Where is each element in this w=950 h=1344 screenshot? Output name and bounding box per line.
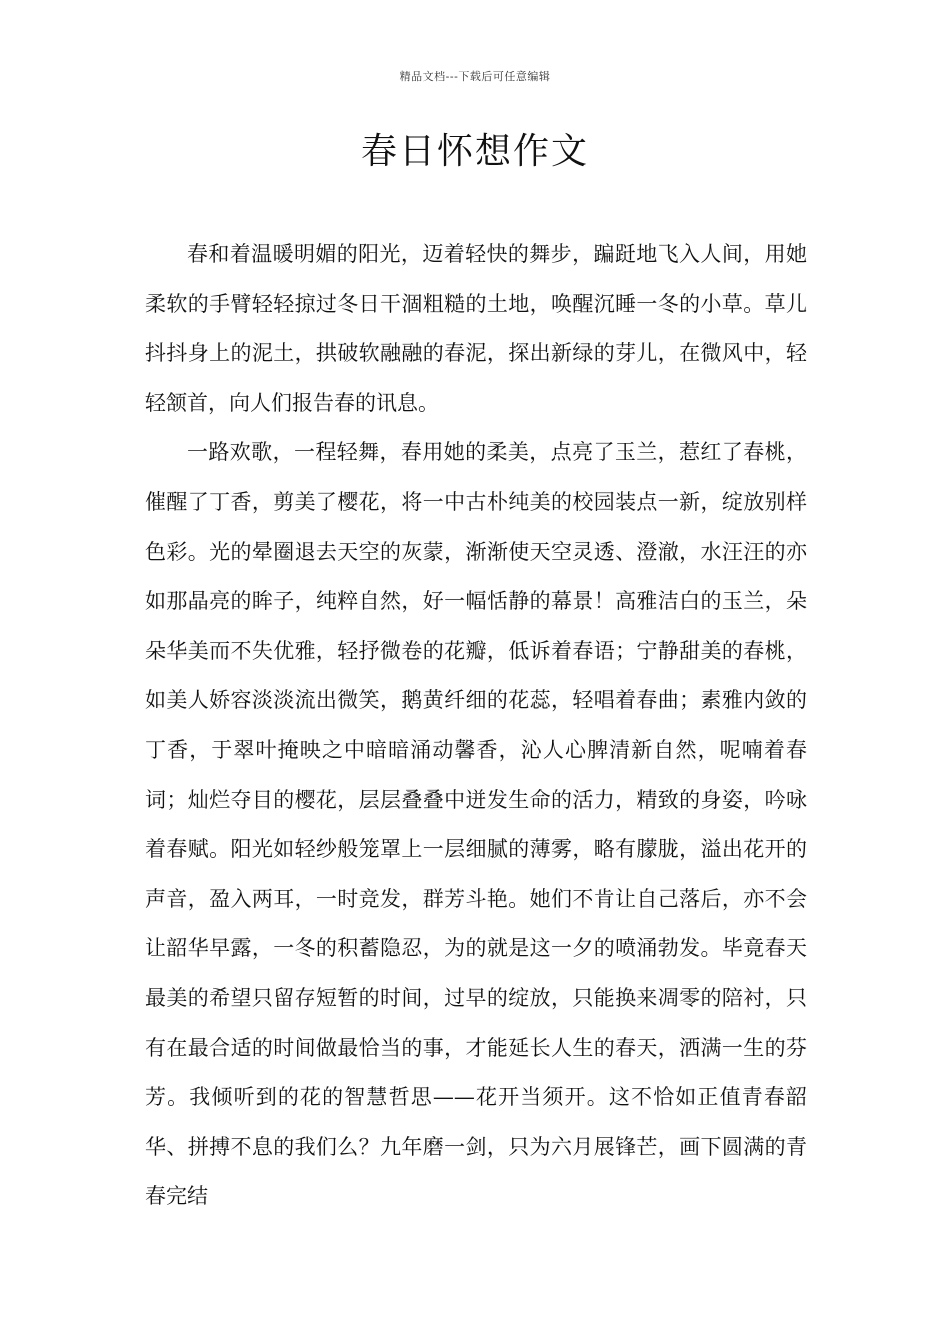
header-note: 精品文档---下载后可任意编辑 bbox=[399, 70, 551, 83]
document-body bbox=[145, 230, 807, 1222]
document-title: 春日怀想作文 bbox=[360, 131, 589, 172]
paragraph-1: 春和着温暖明媚的阳光，迈着轻快的舞步，蹁跹地飞入人间，用她柔软的手臂轻轻掠过冬日干涸粗糙的土地，唤醒沉睡一冬的小草。草儿抖抖身上的泥土，拱破软融融的春泥，探出新绿的芽儿，在微风中，轻轻颔首，向人们报告春的讯息。 bbox=[145, 242, 807, 415]
paragraph-2: 一路欢歌，一程轻舞，春用她的柔美，点亮了玉兰，惹红了春桃，催醒了丁香，剪美了樱花，将一中古朴纯美的校园装点一新，绽放别样色彩。光的晕圈退去天空的灰蒙，渐渐使天空灵透、澄澈，水汪汪的亦如那晶亮的眸子，纯粹自然，好一幅恬静的幕景！高雅洁白的玉兰，朵朵华美而不失优雅，轻抒微卷的花瓣，低诉着春语；宁静甜美的春桃，如美人娇容淡淡流出微笑，鹅黄纤细的花蕊，轻唱着春曲；素雅内敛的丁香，于翠叶掩映之中暗暗涌动馨香，沁人心脾清新自然，呢喃着春词；灿烂夺目的樱花，层层叠叠中迸发生命的活力，精致的身姿，吟咏着春赋。阳光如轻纱般笼罩上一层细腻的薄雾，略有朦胧，溢出花开的声音，盈入两耳，一时竞发，群芳斗艳。她们不肯让自己落后，亦不会让韶华早露，一冬的积蓄隐忍，为的就是这一夕的喷涌勃发。毕竟春天最美的希望只留存短暂的时间，过早的绽放，只能换来凋零的陪衬，只有在最合适的时间做最恰当的事，才能延长人生的春天，洒满一生的芬芳。我倾听到的花的智慧哲思——花开当须开。这不恰如正值青春韶华、拼搏不息的我们么？九年磨一剑，只为六月展锋芒，画下圆满的青春完结 bbox=[145, 440, 807, 1209]
